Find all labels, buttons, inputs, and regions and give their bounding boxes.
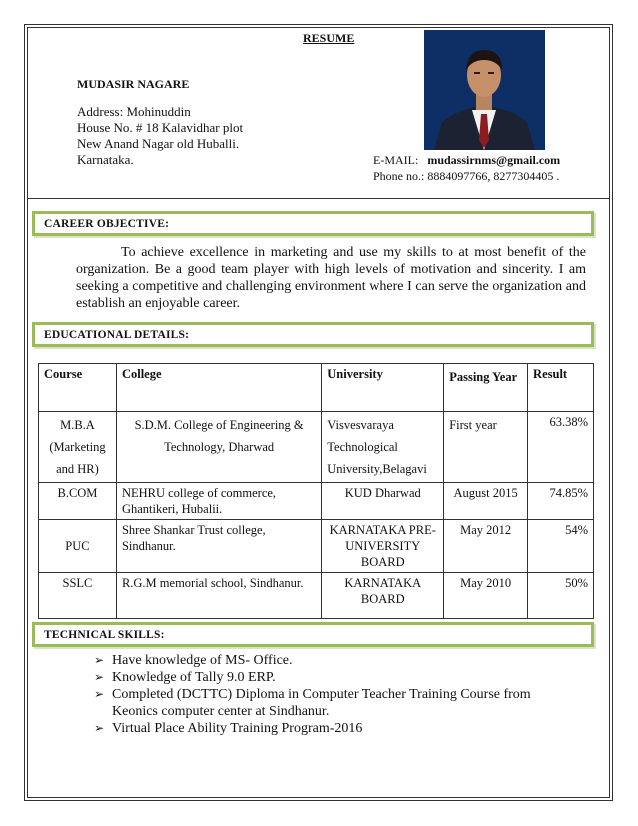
phone-line — [373, 168, 559, 184]
objective-paragraph: To achieve excellence in marketing and use my skills to at most benefit of the organization. Be a good team player with high levels of motivation and sincerity. I am seeking a competitive and challenging environment where I can serve the organization and establish an enjoyable career. — [76, 245, 586, 311]
header-passing-year: Passing Year — [444, 364, 528, 412]
cell-year: May 2012 — [444, 520, 528, 573]
cell-course: M.B.A (Marketing and HR) — [39, 412, 117, 483]
section-heading: TECHNICAL SKILLS: — [44, 629, 165, 641]
education-table — [38, 363, 594, 619]
skill-text: Virtual Place Ability Training Program-2016 — [112, 721, 363, 736]
phone-label: Phone no.: — [373, 169, 425, 183]
cell-course: PUC — [39, 520, 117, 573]
profile-photo — [424, 30, 545, 150]
header-college: College — [116, 364, 321, 412]
list-item — [94, 686, 574, 720]
person-photo-icon — [424, 30, 545, 150]
email-value[interactable]: mudassirnms@gmail.com — [427, 153, 561, 167]
cell-college: NEHRU college of commerce, Ghantikeri, Hubalii. — [116, 483, 321, 520]
list-item — [94, 652, 574, 669]
address-line-3: New Anand Nagar old Huballi. — [77, 136, 240, 151]
cell-university: KARNATAKA PRE-UNIVERSITY BOARD — [322, 520, 444, 573]
cell-college: S.D.M. College of Engineering & Technology, Dharwad — [116, 412, 321, 483]
arrow-bullet-icon: ➢ — [94, 653, 105, 667]
address-line-2: House No. # 18 Kalavidhar plot — [77, 120, 244, 135]
header-result: Result — [528, 364, 594, 412]
candidate-name: MUDASIR NAGARE — [77, 77, 190, 91]
list-item — [94, 669, 574, 686]
skill-text: Have knowledge of MS- Office. — [112, 653, 293, 668]
table-row — [39, 412, 594, 483]
cell-result: 63.38% — [528, 412, 594, 483]
arrow-bullet-icon: ➢ — [94, 721, 105, 735]
cell-college: Shree Shankar Trust college, Sindhanur. — [116, 520, 321, 573]
cell-university: KUD Dharwad — [322, 483, 444, 520]
table-row — [39, 520, 594, 573]
skill-text: Knowledge of Tally 9.0 ERP. — [112, 670, 276, 685]
section-technical-skills — [32, 622, 594, 647]
cell-university: KARNATAKA BOARD — [322, 573, 444, 619]
cell-college: R.G.M memorial school, Sindhanur. — [116, 573, 321, 619]
resume-title: RESUME — [303, 31, 355, 45]
skills-list — [94, 652, 574, 737]
section-heading: EDUCATIONAL DETAILS: — [44, 329, 190, 341]
cell-year: First year — [444, 412, 528, 483]
header-university: University — [322, 364, 444, 412]
header-divider — [27, 198, 610, 199]
cell-result: 54% — [528, 520, 594, 573]
cell-year: May 2010 — [444, 573, 528, 619]
address-line-1: Address: Mohinuddin — [77, 104, 191, 119]
email-line — [373, 152, 560, 168]
phone-value: 8884097766, 8277304405 . — [427, 169, 560, 183]
cell-result: 50% — [528, 573, 594, 619]
cell-course: B.COM — [39, 483, 117, 520]
list-item — [94, 720, 574, 737]
address-line-4: Karnataka. — [77, 152, 134, 167]
cell-year: August 2015 — [444, 483, 528, 520]
email-label: E-MAIL: — [373, 153, 419, 167]
table-row — [39, 483, 594, 520]
cell-result: 74.85% — [528, 483, 594, 520]
cell-university: Visvesvaraya Technological University,Belagavi — [322, 412, 444, 483]
table-header-row — [39, 364, 594, 412]
arrow-bullet-icon: ➢ — [94, 687, 105, 701]
arrow-bullet-icon: ➢ — [94, 670, 105, 684]
cell-course: SSLC — [39, 573, 117, 619]
header-course: Course — [39, 364, 117, 412]
section-heading: CAREER OBJECTIVE: — [44, 218, 170, 230]
section-career-objective — [32, 211, 594, 236]
skill-text: Completed (DCTTC) Diploma in Computer Teacher Training Course from Keonics computer center at Sindhanur. — [112, 687, 531, 719]
section-educational-details — [32, 322, 594, 347]
table-row — [39, 573, 594, 619]
